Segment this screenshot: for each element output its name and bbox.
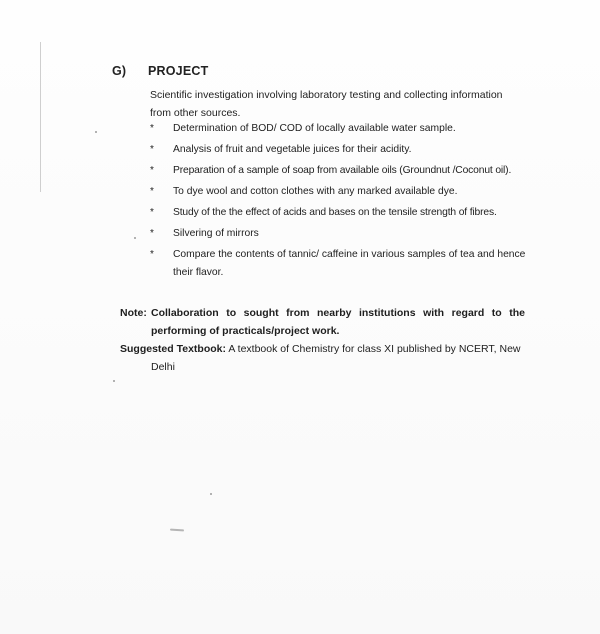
- scan-speck: [113, 380, 115, 382]
- note-block: [120, 304, 525, 340]
- note-label: Note:: [120, 307, 147, 319]
- list-item-text: Determination of BOD/ COD of locally available water sample.: [173, 123, 456, 134]
- textbook-label: Suggested Textbook:: [120, 343, 226, 355]
- list-item-text: Compare the contents of tannic/ caffeine in various samples of tea and hence their flavor.: [173, 249, 526, 278]
- list-item-text: Study of the the effect of acids and bases on the tensile strength of fibres.: [173, 207, 497, 218]
- bullet-marker: *: [150, 144, 154, 155]
- list-item: [150, 246, 530, 282]
- section-intro: Scientific investigation involving laboratory testing and collecting information from other sources.: [150, 89, 503, 119]
- bullet-marker: *: [150, 249, 154, 260]
- list-item: [150, 204, 530, 222]
- bullet-marker: *: [150, 228, 154, 239]
- bullet-marker: *: [150, 207, 154, 218]
- list-item: [150, 183, 530, 201]
- section-heading: [112, 64, 208, 78]
- project-list: [150, 120, 530, 285]
- list-item-text: Analysis of fruit and vegetable juices for their acidity.: [173, 144, 412, 155]
- suggested-textbook: [120, 340, 525, 376]
- scan-speck: [134, 237, 136, 239]
- note-text-line2: performing of practicals/project work.: [151, 325, 340, 337]
- list-item: [150, 225, 530, 243]
- list-item: [150, 120, 530, 138]
- scan-speck: [95, 131, 97, 133]
- list-item-text: To dye wool and cotton clothes with any marked available dye.: [173, 186, 458, 197]
- section-label: G): [112, 64, 127, 78]
- section-title: PROJECT: [148, 64, 209, 78]
- list-item-text: Silvering of mirrors: [173, 228, 259, 239]
- list-item: [150, 141, 530, 159]
- note-text-line1: Collaboration to sought from nearby institutions with regard to the: [151, 307, 525, 319]
- textbook-text-line1: A textbook of Chemistry for class XI published by NCERT, New: [225, 343, 521, 355]
- page-edge-line: [40, 42, 41, 192]
- list-item-text: Preparation of a sample of soap from available oils (Groundnut /Coconut oil).: [173, 165, 512, 176]
- list-item: [150, 162, 530, 180]
- scan-smudge: [170, 529, 184, 532]
- scan-speck: [210, 493, 212, 495]
- bullet-marker: *: [150, 123, 154, 134]
- bullet-marker: *: [150, 186, 154, 197]
- bullet-marker: *: [150, 165, 154, 176]
- textbook-text-line2: Delhi: [151, 361, 175, 373]
